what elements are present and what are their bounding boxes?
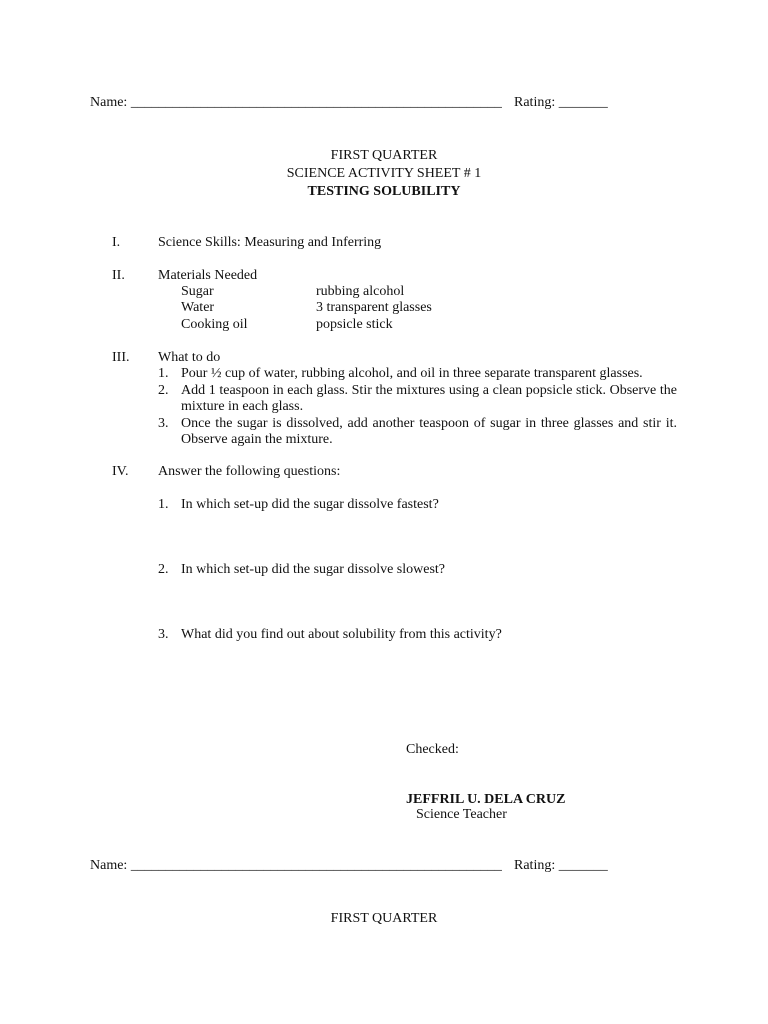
footer-name-label: Name: xyxy=(90,858,128,873)
section-i-text: Science Skills: Measuring and Inferring xyxy=(158,235,382,250)
footer-title-quarter: FIRST QUARTER xyxy=(330,911,438,926)
name-row xyxy=(90,95,502,111)
step-text: Add 1 teaspoon in each glass. Stir the mixtures using a clean popsicle stick. Observe the mixture in each glass. xyxy=(181,383,677,414)
name-blank: _____________________________________________________ xyxy=(130,95,502,110)
section-iii-heading: What to do xyxy=(158,350,221,365)
step-text: Pour ½ cup of water, rubbing alcohol, and oil in three separate transparent glasses. xyxy=(181,366,643,381)
footer-rating-label: Rating: xyxy=(514,858,556,873)
section-iv-heading: Answer the following questions: xyxy=(158,464,341,479)
footer-rating-row xyxy=(514,858,608,874)
rating-label: Rating: xyxy=(514,95,556,110)
teacher-name: JEFFRIL U. DELA CRUZ xyxy=(406,792,566,807)
step-number: 2. xyxy=(158,383,169,398)
material-item: Cooking oil xyxy=(181,317,248,332)
title-sheet: SCIENCE ACTIVITY SHEET # 1 xyxy=(286,166,482,181)
step-number: 1. xyxy=(158,366,169,381)
question-text: In which set-up did the sugar dissolve fastest? xyxy=(181,497,439,512)
footer-name-row xyxy=(90,858,502,874)
rating-blank: _______ xyxy=(558,95,608,110)
footer-rating-blank: _______ xyxy=(558,858,608,873)
checked-label: Checked: xyxy=(406,742,459,757)
question-number: 1. xyxy=(158,497,169,512)
question-number: 2. xyxy=(158,562,169,577)
material-item: Water xyxy=(181,300,215,315)
name-label: Name: xyxy=(90,95,128,110)
section-ii-numeral: II. xyxy=(112,268,125,283)
title-topic: TESTING SOLUBILITY xyxy=(307,184,461,199)
material-item: 3 transparent glasses xyxy=(316,300,432,315)
section-iv-numeral: IV. xyxy=(112,464,129,479)
teacher-title: Science Teacher xyxy=(416,807,507,822)
step-number: 3. xyxy=(158,416,169,431)
section-i-numeral: I. xyxy=(112,235,121,250)
question-number: 3. xyxy=(158,627,169,642)
question-text: What did you find out about solubility from this activity? xyxy=(181,627,502,642)
section-iii-numeral: III. xyxy=(112,350,130,365)
title-quarter: FIRST QUARTER xyxy=(330,148,438,163)
material-item: rubbing alcohol xyxy=(316,284,405,299)
question-text: In which set-up did the sugar dissolve slowest? xyxy=(181,562,446,577)
rating-row xyxy=(514,95,608,111)
step-text: Once the sugar is dissolved, add another teaspoon of sugar in three glasses and stir it. Observe again the mixture. xyxy=(181,416,677,447)
material-item: popsicle stick xyxy=(316,317,393,332)
material-item: Sugar xyxy=(181,284,214,299)
footer-name-blank: _____________________________________________________ xyxy=(130,858,502,873)
section-ii-heading: Materials Needed xyxy=(158,268,258,283)
